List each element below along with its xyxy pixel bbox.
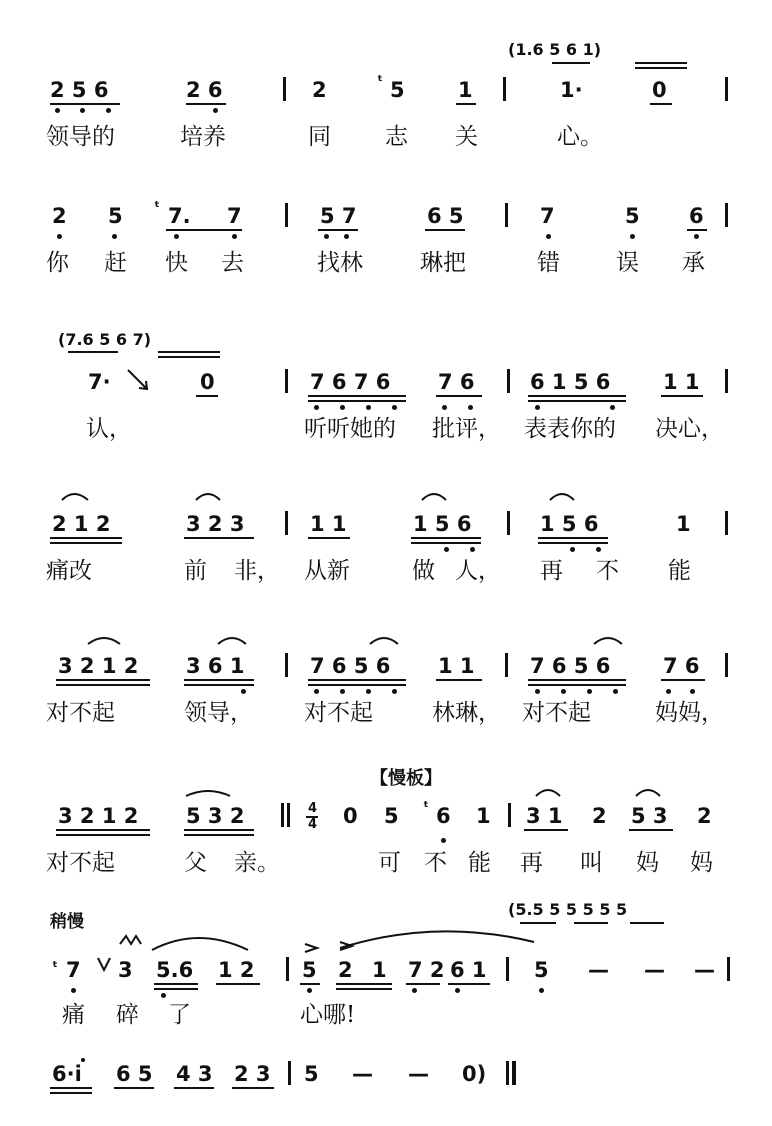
note-group: 6·i	[52, 1062, 82, 1086]
note-group: 2 3	[234, 1062, 271, 1086]
tempo-marking: 稍慢	[50, 912, 84, 932]
intro-phrase: (5.5 5 5 5 5 5	[508, 900, 628, 919]
note-group: 6	[689, 204, 704, 228]
lyric: 关	[455, 124, 478, 150]
note-group: 1	[676, 512, 691, 536]
lyric: 快	[165, 250, 188, 276]
note-group: 1 2	[218, 958, 255, 982]
lyric: 你	[46, 250, 69, 276]
note-group: 1 1	[663, 370, 700, 394]
note-group: 5.6	[156, 958, 194, 982]
note-group: 0	[652, 78, 667, 102]
note-group: 3 6 1	[186, 654, 245, 678]
lyric: 从新	[304, 558, 350, 584]
note-group: —	[408, 1062, 429, 1086]
lyric: 认，	[86, 416, 132, 442]
lyric: 错	[537, 250, 560, 276]
note-group: 5	[384, 804, 399, 828]
note-group: 3 2 1 2	[58, 804, 139, 828]
note-group: 1·	[560, 78, 583, 102]
note-group: 4 3	[176, 1062, 213, 1086]
lyric: 非，	[234, 558, 280, 584]
time-signature-bottom: 4	[308, 817, 318, 832]
barline	[286, 957, 289, 981]
note-group: —	[694, 958, 715, 982]
final-barline	[506, 1061, 509, 1085]
lyric: 叫	[580, 850, 603, 876]
note-group: 7 6	[438, 370, 475, 394]
time-signature-top: 4	[308, 801, 318, 816]
note-group: 7	[540, 204, 555, 228]
note-group: 7 6 7 6	[310, 370, 391, 394]
note-group: 0	[200, 370, 215, 394]
note-group: 7 6 5 6	[310, 654, 391, 678]
note-group: 1	[372, 958, 387, 982]
lyric: 找林	[317, 250, 363, 276]
intro-phrase: (1.6 5 6 1)	[508, 40, 602, 59]
note-group: 3	[118, 958, 133, 982]
note-group: 5	[534, 958, 549, 982]
lyric: 决心，	[655, 416, 724, 442]
lyric: 可	[378, 850, 401, 876]
lyric: 亲。	[234, 850, 280, 876]
note-group: 5	[625, 204, 640, 228]
note-group: 2 6	[186, 78, 223, 102]
note-group: 7.	[168, 204, 191, 228]
note-group: 3 2 1 2	[58, 654, 139, 678]
note-group: 3 1	[526, 804, 563, 828]
note-group: —	[644, 958, 665, 982]
lyric: 批评，	[432, 416, 501, 442]
lyric: 能	[668, 558, 691, 584]
note-group: 2	[338, 958, 353, 982]
lyric: 领导的	[46, 124, 115, 150]
note-group: 5	[108, 204, 123, 228]
note-group: 5	[390, 78, 405, 102]
jianpu-score: (1.6 5 6 1) 2 5 6 2 6 2 ᵗ 5 1 1· 0 领导的 培养 同 志 关 心。 2 5 ᵗ 7. 7 5 7 6 5 7 5 6 你 赶 快 去 找林 琳把 错 误 承 (7.6 5 6 7) 7· 0 7 6 7 6 7 6 6 1 5 6 1 1 认， 听听她的 批评， 表表你的 决心， 2 1 2 3 2 3 1 1 1 5 6 1 5 6 1 痛改 前 非， 从新 做 人， 再 不 能 3 2 1 2 3 6 1 7 6 5 6 1 1 7 6 5 6 7 6 对不起 领导， 对不起 林琳， 对不起 妈妈， 【慢板】 3 2 1 2 5 3 2 4 4 0 5 ᵗ 6 1 3 1 2 5 3 2 对不起 父 亲。 可 不 能 再 叫 妈 妈 稍慢 (5.5 5 5 5 5 5 ᵗ 7 3 5.6 1 2 5 2 1 7 2 6 1 5 — — — 痛 碎 了 心哪! 6·i 6 5 4 3 2 3 5 — — 0)	[0, 0, 772, 1126]
lyric: 了	[168, 1002, 191, 1028]
lyric: 做	[412, 558, 435, 584]
intro-phrase: (7.6 5 6 7)	[58, 330, 152, 349]
note-group: 6 1 5 6	[530, 370, 611, 394]
barline	[288, 1061, 291, 1085]
note-group: 5 3 2	[186, 804, 245, 828]
lyric: 去	[221, 250, 244, 276]
note-group: 7·	[88, 370, 111, 394]
note-group: 1	[458, 78, 473, 102]
note-group: —	[588, 958, 609, 982]
note-group: 0)	[462, 1062, 487, 1086]
note-group: 1 5 6	[413, 512, 472, 536]
note-group: 5 7	[320, 204, 357, 228]
lyric: 妈妈，	[655, 700, 724, 726]
lyric: 心哪!	[300, 1002, 356, 1028]
note-group: 6 5	[427, 204, 464, 228]
lyric: 心。	[557, 124, 603, 150]
barline	[727, 957, 730, 981]
lyric: 承	[682, 250, 705, 276]
lyric: 赶	[104, 250, 127, 276]
tempo-marking: 【慢板】	[370, 768, 442, 789]
note-group: 2	[312, 78, 327, 102]
note-group: 5	[304, 1062, 319, 1086]
lyric: 父	[184, 850, 207, 876]
note-group: 5	[302, 958, 317, 982]
note-group: 1 5 6	[540, 512, 599, 536]
note-group: 7	[227, 204, 242, 228]
note-group: 2	[592, 804, 607, 828]
lyric: 林琳，	[432, 700, 501, 726]
note-group: 7	[66, 958, 81, 982]
lyric: 琳把	[420, 250, 466, 276]
lyric: 同	[308, 124, 331, 150]
lyric: 表表你的	[524, 416, 616, 442]
lyric: 碎	[116, 1002, 139, 1028]
note-group: 2 1 2	[52, 512, 111, 536]
note-group: 6 1	[450, 958, 487, 982]
note-group: 5 3	[631, 804, 668, 828]
lyric: 能	[468, 850, 491, 876]
lyric: 前	[184, 558, 207, 584]
lyric: 再	[540, 558, 563, 584]
lyric: 对不起	[46, 700, 115, 726]
note-group: 0	[343, 804, 358, 828]
lyric: 听听她的	[304, 416, 396, 442]
note-group: 2 5 6	[50, 78, 109, 102]
note-group: —	[352, 1062, 373, 1086]
note-group: 1 1	[438, 654, 475, 678]
lyric: 误	[616, 250, 639, 276]
note-group: 7 6 5 6	[530, 654, 611, 678]
lyric: 对不起	[46, 850, 115, 876]
note-group: 7 2	[408, 958, 445, 982]
lyric: 妈	[636, 850, 659, 876]
note-group: 7 6	[663, 654, 700, 678]
lyric: 对不起	[304, 700, 373, 726]
lyric: 痛	[62, 1002, 85, 1028]
lyric: 痛改	[46, 558, 92, 584]
lyric: 培养	[180, 124, 226, 150]
lyric: 人，	[455, 558, 501, 584]
note-group: 1	[476, 804, 491, 828]
lyric: 领导，	[184, 700, 253, 726]
lyric: 志	[385, 124, 408, 150]
note-group: 2	[52, 204, 67, 228]
note-group: 6 5	[116, 1062, 153, 1086]
lyric: 再	[520, 850, 543, 876]
note-group: 3 2 3	[186, 512, 245, 536]
lyric: 不	[424, 850, 447, 876]
lyric: 不	[596, 558, 619, 584]
note-group: 6	[436, 804, 451, 828]
note-group: 1 1	[310, 512, 347, 536]
barline	[506, 957, 509, 981]
note-group: 2	[697, 804, 712, 828]
lyric: 对不起	[522, 700, 591, 726]
lyric: 妈	[690, 850, 713, 876]
